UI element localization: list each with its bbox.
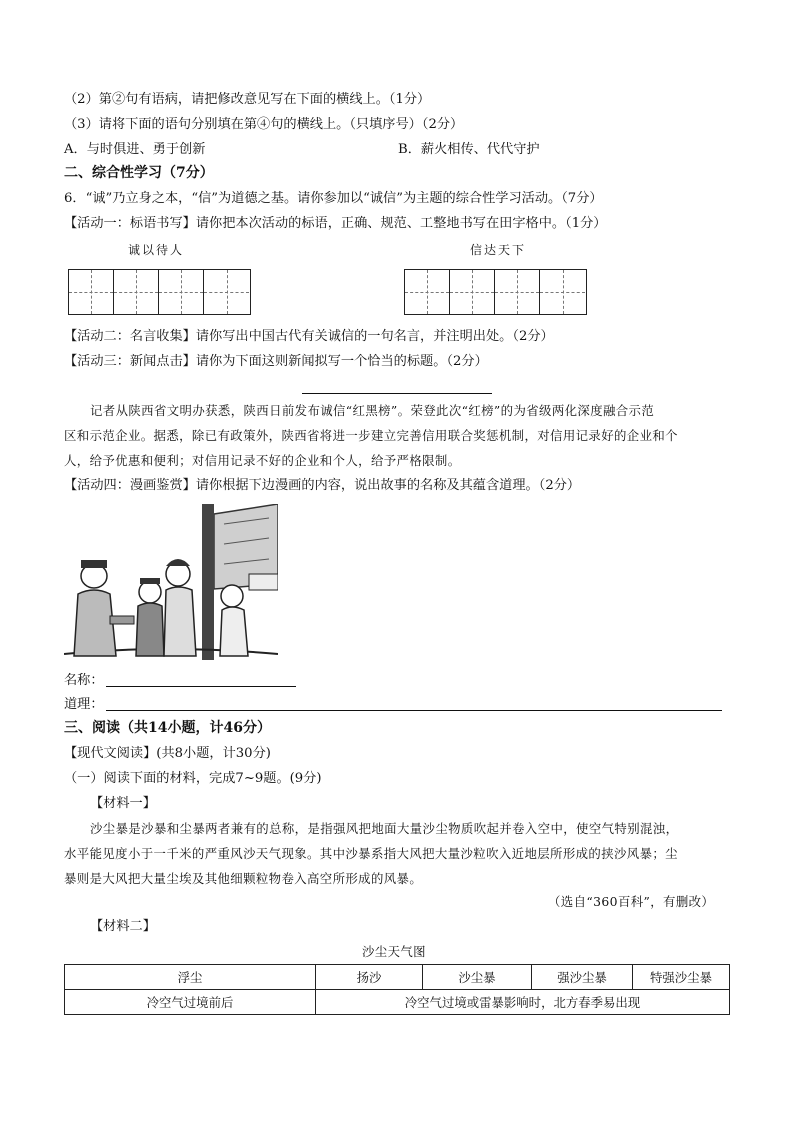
news-line-2: 区和示范企业。据悉，除已有政策外，陕西省将进一步建立完善信用联合奖惩机制，对信用记录好的企业和个 bbox=[64, 428, 678, 443]
slogan-2: 信达天下 bbox=[470, 243, 527, 257]
activity3: 【活动三：新闻点击】请你为下面这则新闻拟写一个恰当的标题。（2分） bbox=[64, 354, 488, 369]
option-b: B．薪火相传、代代守护 bbox=[398, 142, 540, 157]
activity1: 【活动一：标语书写】请你把本次活动的标语，正确、规范、工整地书写在田字格中。（1分） bbox=[64, 216, 607, 231]
table-title: 沙尘天气图 bbox=[362, 944, 426, 959]
grid-cell[interactable] bbox=[450, 270, 495, 314]
material1-line-2: 水平能见度小于一千米的严重风沙天气现象。其中沙暴系指大风把大量沙粒吹入近地层所形成的挟沙风暴；尘 bbox=[64, 846, 678, 861]
story-name-line[interactable] bbox=[106, 686, 296, 687]
news-line-1: 记者从陕西省文明办获悉，陕西日前发布诚信“红黑榜”。荣登此次“红榜”的为省级两化深度融合示范 bbox=[90, 403, 655, 418]
q5-sub2: （2）第②句有语病，请把修改意见写在下面的横线上。（1分） bbox=[64, 92, 431, 107]
option-a: A．与时俱进、勇于创新 bbox=[64, 142, 206, 157]
part1-instruction: （一）阅读下面的材料，完成7~9题。(9分) bbox=[64, 771, 322, 786]
header-cell: 特强沙尘暴 bbox=[633, 965, 730, 990]
table-row bbox=[65, 990, 730, 1015]
material1-line-1: 沙尘暴是沙暴和尘暴两者兼有的总称，是指强风把地面大量沙尘物质吹起并卷入空中，使空气特别混浊， bbox=[90, 821, 679, 836]
grid-cell[interactable] bbox=[159, 270, 204, 314]
grid-cell[interactable] bbox=[405, 270, 450, 314]
section2-title: 二、综合性学习（7分） bbox=[64, 165, 214, 181]
material2-label: 【材料二】 bbox=[90, 919, 156, 934]
writing-grid-2[interactable] bbox=[404, 269, 587, 315]
table-cell: 冷空气过境前后 bbox=[65, 990, 316, 1015]
news-line-3: 人，给予优惠和便利；对信用记录不好的企业和个人，给予严格限制。 bbox=[64, 453, 461, 468]
grid-cell[interactable] bbox=[495, 270, 540, 314]
title-answer-line[interactable] bbox=[302, 393, 492, 394]
material1-line-3: 暴则是大风把大量尘埃及其他细颗粒物卷入高空所形成的风暴。 bbox=[64, 871, 423, 886]
cartoon-image bbox=[64, 504, 278, 660]
header-cell: 沙尘暴 bbox=[423, 965, 532, 990]
q5-sub3: （3）请将下面的语句分别填在第④句的横线上。（只填序号）（2分） bbox=[64, 117, 464, 132]
grid-cell[interactable] bbox=[114, 270, 159, 314]
table-cell: 冷空气过境或雷暴影响时，北方春季易出现 bbox=[316, 990, 730, 1015]
table-header-row bbox=[65, 965, 730, 990]
grid-cell[interactable] bbox=[540, 270, 585, 314]
grid-cell[interactable] bbox=[69, 270, 114, 314]
material1-label: 【材料一】 bbox=[90, 796, 156, 811]
section3-title: 三、阅读（共14小题，计46分） bbox=[64, 720, 271, 736]
header-cell: 强沙尘暴 bbox=[532, 965, 633, 990]
dust-weather-table bbox=[64, 964, 730, 1015]
q6-intro: 6．“诚”乃立身之本，“信”为道德之基。请你参加以“诚信”为主题的综合性学习活动。（7分） bbox=[64, 191, 603, 206]
activity4: 【活动四：漫画鉴赏】请你根据下边漫画的内容，说出故事的名称及其蕴含道理。（2分） bbox=[64, 478, 581, 493]
grid-cell[interactable] bbox=[204, 270, 249, 314]
story-name-label: 名称： bbox=[64, 673, 104, 688]
writing-grid-1[interactable] bbox=[68, 269, 251, 315]
header-cell: 扬沙 bbox=[316, 965, 423, 990]
moral-line[interactable] bbox=[106, 710, 722, 711]
activity2: 【活动二：名言收集】请你写出中国古代有关诚信的一句名言，并注明出处。（2分） bbox=[64, 329, 554, 344]
modern-reading: 【现代文阅读】(共8小题，计30分) bbox=[64, 746, 271, 761]
material1-source: （选自“360百科”，有删改） bbox=[548, 894, 715, 909]
slogan-1: 诚以待人 bbox=[128, 243, 185, 257]
header-cell: 浮尘 bbox=[65, 965, 316, 990]
moral-label: 道理： bbox=[64, 697, 104, 712]
